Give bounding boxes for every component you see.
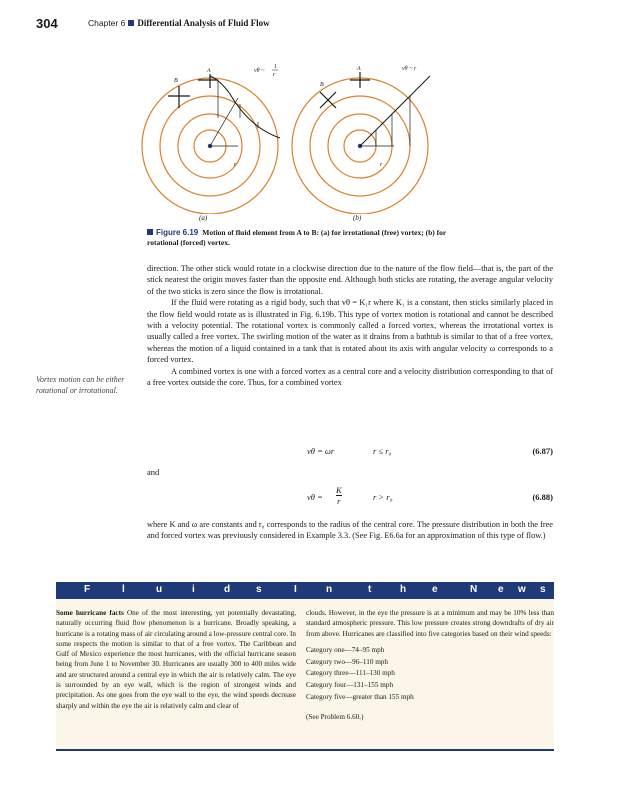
label-A: A [357,66,361,72]
label-A: A [207,68,211,74]
equation-condition: r ≤ r₀ [373,446,392,456]
banner-letter: I [294,584,297,595]
label-frac-den: r [273,72,276,78]
velocity-profile-curve [210,76,280,138]
see-problem: (See Problem 6.60.) [306,712,364,721]
vortex-diagram-b [292,66,430,214]
square-bullet-icon [128,20,134,26]
banner-letter: s [256,584,262,595]
banner-letter: l [122,584,125,595]
banner-letter: e [498,584,504,595]
vortex-diagram-a [142,64,280,214]
label-vtheta: vθ ~ r [402,66,417,72]
banner-letter: h [400,584,407,595]
list-item: Category one—74–95 mph [306,645,385,654]
page-number: 304 [36,16,58,31]
margin-note: Vortex motion can be either rotational or irrotational. [36,375,125,395]
caption-text: Motion of fluid element from A to B: (a) for irrotational (free) vortex; (b) for rotational (forced) vortex. [147,228,447,247]
list-item: Category four—131–155 mph [306,681,394,690]
and-text: and [147,467,160,477]
banner-letter: i [192,584,195,595]
label-B: B [320,82,324,88]
banner-letter: n [326,584,333,595]
paragraph: If the fluid were rotating as a rigid body, such that vθ = K₁r where K₁ is a constant, then sticks similarly placed in the flow field would rotate as is illustrated in Fig. 6.19b. This type of vortex motion is rotational and cannot be described with a velocity potential. The rotational vortex is commonly called a forced vortex, whereas the irrotational vortex is usually called a free vortex. The swirling motion of the water as it drains from a bathtub is similar to that of a free vortex, whereas the motion of a liquid contained in a tank that is rotated about its axis with angular velocity ω corresponds to a forced vortex. [147,298,553,365]
subfigure-label-b: (b) [353,214,362,222]
banner-letter: t [368,584,372,595]
paragraph: where K and ω are constants and r₀ corresponds to the radius of the central core. The pressure distribution in both the free and forced vortex was previously considered in Example 3.3. (See Fig. E6.6a for an approximation of this type of flow.) [147,520,553,541]
label-frac-num: 1 [274,64,277,70]
fraction-denominator: r [337,496,341,506]
figure-caption [147,228,447,248]
page-header [0,14,624,34]
banner-letter: w [518,584,526,595]
news-title: Some hurricane facts [56,609,124,617]
velocity-profile-line [360,76,430,146]
news-left-text: One of the most interesting, yet potentially devastating, naturally occurring fluid flow phenomenon is a hurricane. Broadly speaking, a hurricane is a rotating mass of air circulating around a low-pressure central core. In some respects the motion is similar to that of a free vortex. The Caribbean and Gulf of Mexico experience the most hurricanes, with the official hurricane season being from June 1 to November 30. Hurricanes are usually 300 to 400 miles wide and are structured around a central eye in which the air is relatively calm. The eye is surrounded by an eye wall, which is the region of strongest winds and precipitation. As one goes from the eye wall to the eye, the wind speeds decrease sharply and within the eye the air is relatively calm and clear of [56,609,297,710]
list-item: Category three—111–130 mph [306,669,395,678]
square-bullet-icon [147,229,153,235]
news-left-column [56,608,296,711]
banner-letter: N [470,584,478,595]
equation-lhs: vθ = ωr [307,446,335,456]
banner-letter: d [224,584,231,595]
list-item: Category five—greater than 155 mph [306,693,414,702]
equation-lhs: vθ = [307,492,323,502]
body-text [147,263,553,388]
label-B: B [174,78,178,84]
banner-letter: s [540,584,546,595]
equation-number: (6.87) [532,446,553,456]
body-text-continued [147,519,553,542]
equation-condition: r > r₀ [373,492,393,502]
paragraph: A combined vortex is one with a forced vortex as a central core and a velocity distribution corresponding to that of a free vortex outside the core. Thus, for a combined vortex [147,366,553,388]
figure-6-19 [140,58,440,214]
fraction-numerator: K [336,485,342,495]
fluids-in-the-news-banner [56,582,554,599]
list-item: Category two—96–110 mph [306,657,388,666]
equation-fraction [336,485,342,506]
label-r: r [234,162,237,168]
banner-letter: e [432,584,438,595]
chapter-label: Chapter 6 [88,18,126,28]
chapter-title: Differential Analysis of Fluid Flow [137,18,270,28]
equation-6-88 [147,485,553,508]
banner-letter: u [156,584,163,595]
banner-letter: F [84,584,91,595]
news-right-text: clouds. However, in the eye the pressure is at a minimum and may be 10% less than standard atmospheric pressure. This low pressure creates strong downdrafts of dry air from above. Hurricanes are classified into five categories based on their wind speeds: [306,609,554,638]
label-r: r [380,162,383,168]
figure-label: Figure 6.19 [156,228,199,237]
equation-number: (6.88) [532,492,553,502]
news-right-column [306,608,554,722]
subfigure-label-a: (a) [199,214,208,222]
equation-6-87 [147,446,553,466]
running-head [88,18,270,28]
label-vtheta: vθ ~ [254,68,265,74]
hurricane-category-list [306,645,554,704]
paragraph: direction. The other stick would rotate in a clockwise direction due to the nature of the flow field—that is, the part of the stick nearest the origin moves faster than the opposite end. Although both sticks are rotating, the average angular velocity of the two sticks is zero since the flow is irrotational. [147,264,553,296]
